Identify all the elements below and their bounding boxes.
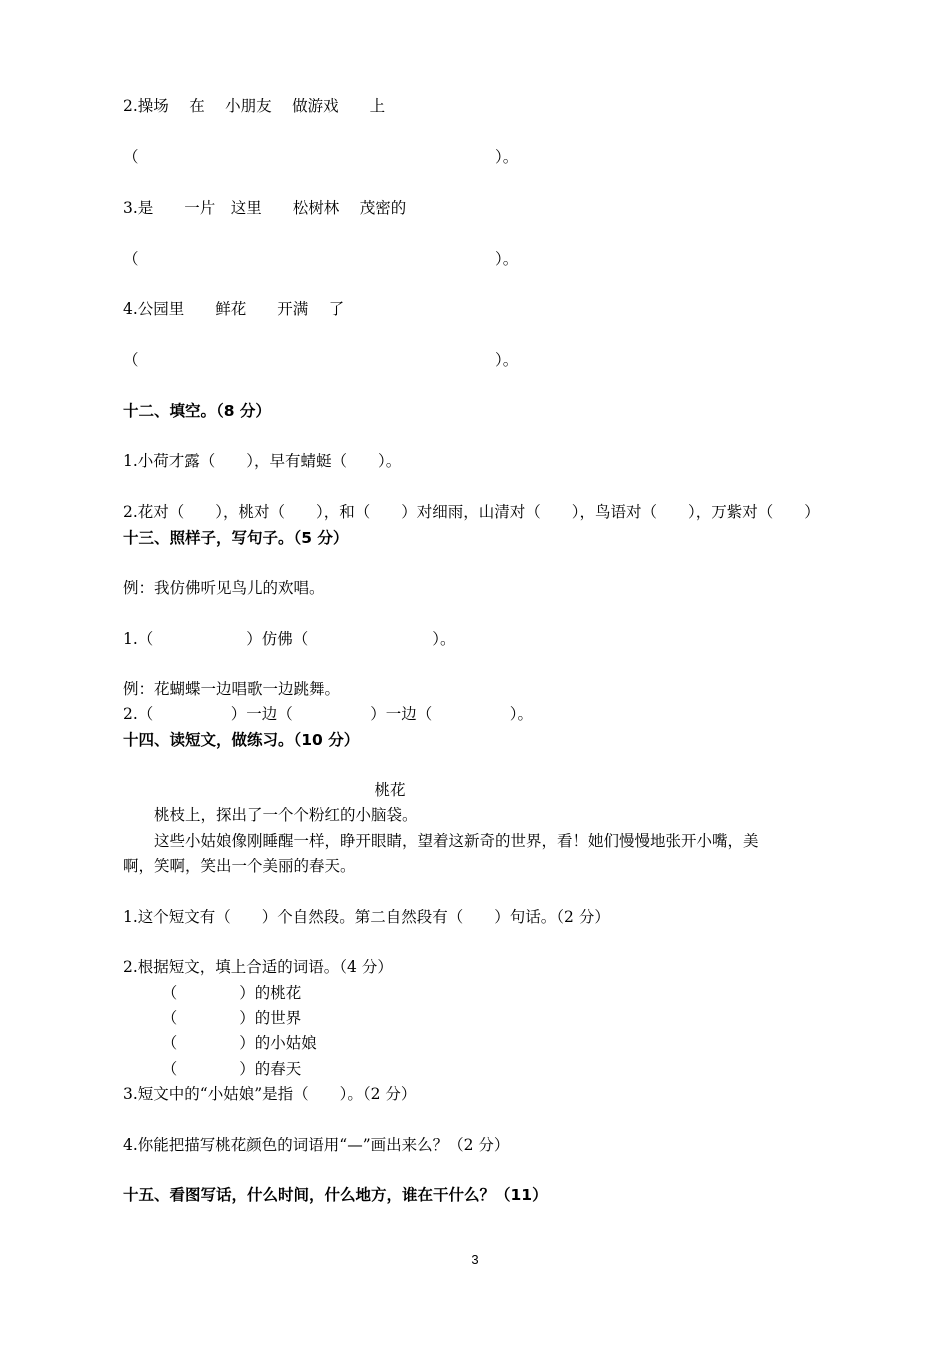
passage-title: 桃花 [374, 781, 406, 799]
section-heading: 十四、读短文，做练习。（10 分） [123, 731, 360, 749]
text-line: （ ）。 [123, 351, 519, 369]
text-line: 1.这个短文有（ ）个自然段。第二自然段有（ ）句话。（2 分） [123, 908, 610, 926]
section-heading: 十二、填空。（8 分） [123, 402, 271, 420]
text-line: 2.花对（ ），桃对（ ），和（ ）对细雨，山清对（ ），鸟语对（ ），万紫对（ ） [123, 503, 820, 521]
text-line: 3.短文中的“小姑娘”是指（ ）。（2 分） [123, 1085, 417, 1103]
text-line: 3.是 一片 这里 松树林 茂密的 [123, 199, 407, 217]
text-line: 2.操场 在 小朋友 做游戏 上 [123, 97, 386, 115]
text-line: 4.公园里 鲜花 开满 了 [123, 300, 345, 318]
text-line: （ ）。 [123, 250, 519, 268]
page-number: 3 [471, 1252, 479, 1267]
text-line: 桃枝上，探出了一个个粉红的小脑袋。 [123, 806, 418, 824]
text-line: 例：我仿佛听见鸟儿的欢唱。 [123, 579, 325, 597]
text-line: 这些小姑娘像刚睡醒一样，睁开眼睛，望着这新奇的世界，看！她们慢慢地张开小嘴，美 [123, 832, 759, 850]
text-line: 2.根据短文，填上合适的词语。（4 分） [123, 958, 393, 976]
section-heading: 十五、看图写话，什么时间，什么地方，谁在干什么？（11） [123, 1186, 548, 1204]
text-line: （ ）的小姑娘 [123, 1034, 317, 1052]
text-line: 1.（ ）仿佛（ ）。 [123, 630, 456, 648]
text-line: 4.你能把描写桃花颜色的词语用“—”画出来么？（2 分） [123, 1136, 510, 1154]
section-heading: 十三、照样子，写句子。（5 分） [123, 529, 349, 547]
text-line: 2.（ ）一边（ ）一边（ ）。 [123, 705, 534, 723]
text-line: （ ）的世界 [123, 1009, 302, 1027]
text-line: （ ）的春天 [123, 1060, 302, 1078]
text-line: 啊，笑啊，笑出一个美丽的春天。 [123, 857, 356, 875]
text-line: 例：花蝴蝶一边唱歌一边跳舞。 [123, 680, 341, 698]
text-line: 1.小荷才露（ ），早有蜻蜓（ ）。 [123, 452, 402, 470]
text-line: （ ）的桃花 [123, 984, 302, 1002]
text-line: （ ）。 [123, 148, 519, 166]
